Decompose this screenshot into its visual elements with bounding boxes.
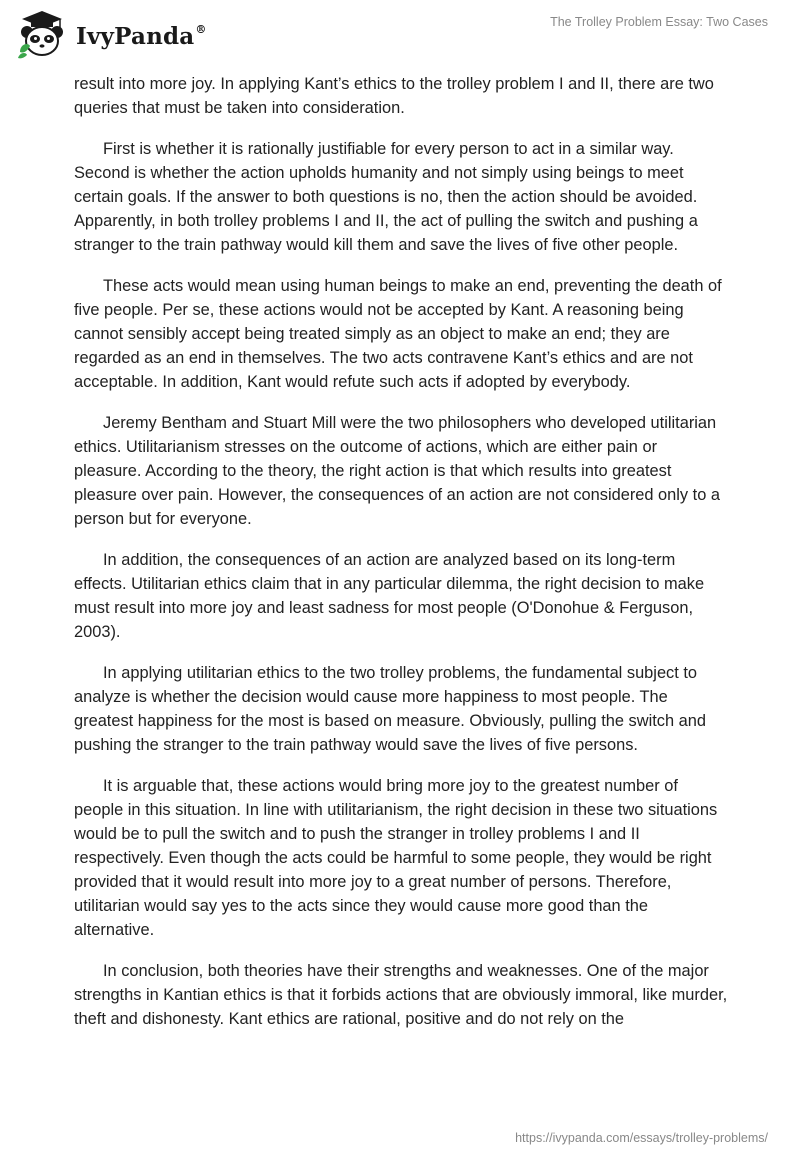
document-title: The Trolley Problem Essay: Two Cases bbox=[550, 15, 768, 29]
paragraph: result into more joy. In applying Kant’s ethics to the trolley problem I and II, there are two queries that must be taken into consideration. bbox=[74, 75, 714, 117]
paragraph: In applying utilitarian ethics to the two trolley problems, the fundamental subject to analyze is whether the decision would cause more happiness to most people. The greatest happiness for the most is based on measure. Obviously, pulling the switch and pushing the stranger to the train pathway would save the lives of five persons. bbox=[74, 664, 706, 754]
essay-body bbox=[74, 72, 728, 1048]
source-url[interactable]: https://ivypanda.com/essays/trolley-problems/ bbox=[515, 1131, 768, 1145]
ivypanda-logo[interactable] bbox=[16, 8, 207, 60]
registered-mark: ® bbox=[195, 22, 207, 36]
paragraph: These acts would mean using human beings to make an end, preventing the death of five people. Per se, these actions would not be accepted by Kant. A reasoning being cannot sensibly accept being treated simply as an object to make an end; they are regarded as an end in themselves. The two acts contravene Kant’s ethics and are not acceptable. In addition, Kant would refute such acts if adopted by everybody. bbox=[74, 277, 722, 391]
paragraph: First is whether it is rationally justifiable for every person to act in a similar way. Second is whether the action upholds humanity and not simply using beings to meet certain goals. If the answer to both questions is no, then the action should be avoided. Apparently, in both trolley problems I and II, the act of pulling the switch and pushing a stranger to the train pathway would kill them and save the lives of five other people. bbox=[74, 140, 698, 254]
paragraph: In addition, the consequences of an action are analyzed based on its long-term effects. Utilitarian ethics claim that in any particular dilemma, the right decision to make must result into more joy and least sadness for most people (O'Donohue & Ferguson, 2003). bbox=[74, 551, 705, 641]
paragraph: In conclusion, both theories have their strengths and weaknesses. One of the major strengths in Kantian ethics is that it forbids actions that are obviously immoral, like murder, theft and dishonesty. Kant ethics are rational, positive and do not rely on the bbox=[74, 962, 728, 1028]
panda-graduate-icon bbox=[16, 8, 68, 60]
page-header bbox=[0, 0, 800, 70]
paragraph: It is arguable that, these actions would bring more joy to the greatest number of people in this situation. In line with utilitarianism, the right decision in these two situations would be to pull the switch and to push the stranger in trolley problems I and II respectively. Even though the acts could be harmful to some people, they would be right provided that it would result into more joy to a great number of persons. Therefore, utilitarian would say yes to the acts since they would cause more good than the alternative. bbox=[74, 777, 718, 939]
brand-name: IvyPanda® bbox=[76, 22, 207, 50]
paragraph: Jeremy Bentham and Stuart Mill were the two philosophers who developed utilitarian ethics. Utilitarianism stresses on the outcome of actions, which are either pain or pleasure. According to the theory, the right action is that which results into greatest pleasure over pain. However, the consequences of an action are not considered only to a person but for everyone. bbox=[74, 414, 721, 528]
